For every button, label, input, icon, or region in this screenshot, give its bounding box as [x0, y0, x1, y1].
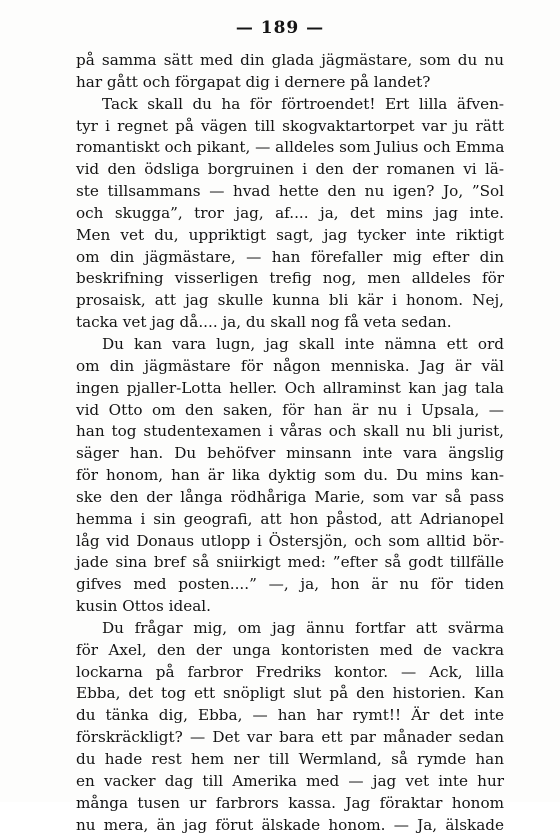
- text-line: ingen pjaller-Lotta heller. Och allraminst kan jag tala: [76, 378, 504, 397]
- text-line: en vacker dag till Amerika med — jag vet inte hur: [76, 771, 504, 790]
- body-text: [76, 50, 504, 836]
- text-line: Men vet du, uppriktigt sagt, jag tycker inte riktigt: [76, 225, 504, 244]
- page-number: — 189 —: [235, 18, 325, 38]
- text-line: ske den der långa rödhåriga Marie, som var så pass: [76, 487, 504, 506]
- text-line: prosaisk, att jag skulle kunna bli kär i honom. Nej,: [76, 291, 504, 310]
- text-line: romantiskt och pikant, — alldeles som Julius och Emma: [76, 138, 505, 157]
- text-line: tacka vet jag då.... ja, du skall nog få veta sedan.: [76, 313, 452, 332]
- text-line: om din jägmästare för någon menniska. Jag är väl: [76, 356, 504, 375]
- text-line: hemma i sin geografi, att hon påstod, att Adrianopel: [76, 509, 504, 528]
- text-line: för Axel, den der unga kontoristen med de vackra: [76, 640, 504, 659]
- text-line: jade sina bref så sniirkigt med: ”efter så godt tillfälle: [76, 553, 504, 572]
- text-line: ste tillsammans — hvad hette den nu igen? Jo, ”Sol: [76, 182, 504, 201]
- text-line: många tusen ur farbrors kassa. Jag föraktar honom: [76, 793, 504, 812]
- text-line: och skugga”, tror jag, af.... ja, det mins jag inte.: [76, 203, 504, 222]
- text-line: Tack skall du ha för förtroendet! Ert lilla äfven-: [102, 94, 504, 113]
- text-line: lockarna på farbror Fredriks kontor. — Ack, lilla: [76, 662, 504, 681]
- text-line: låg vid Donaus utlopp i Östersjön, och som alltid bör-: [76, 531, 504, 550]
- text-line: du hade rest hem ner till Wermland, så rymde han: [76, 750, 504, 768]
- text-line: Ebba, det tog ett snöpligt slut på den historien. Kan: [76, 684, 504, 703]
- text-line: han tog studentexamen i våras och skall nu bli jurist,: [76, 422, 504, 441]
- text-line: gifves med posten....” —, ja, hon är nu för tiden: [76, 575, 504, 594]
- text-line: beskrifning visserligen trefig nog, men alldeles för: [76, 269, 504, 288]
- text-line: på samma sätt med din glada jägmästare, som du nu: [76, 51, 504, 69]
- text-line: vid den ödsliga borgruinen i den der romanen vi lä-: [76, 160, 504, 179]
- text-line: vid Otto om den saken, för han är nu i Upsala, —: [76, 400, 504, 419]
- text-line: tyr i regnet på vägen till skogvaktartorpet var ju rätt: [76, 116, 504, 135]
- text-line: säger han. Du behöfver minsann inte vara ängslig: [76, 444, 504, 463]
- text-line: har gått och förgapat dig i dernere på landet?: [76, 72, 431, 91]
- text-line: Du frågar mig, om jag ännu fortfar att svärma: [102, 618, 504, 637]
- text-line: för honom, han är lika dyktig som du. Du mins kan-: [76, 466, 504, 485]
- text-line: nu mera, än jag förut älskade honom. — Ja, älskade: [76, 815, 504, 834]
- text-line: kusin Ottos ideal.: [76, 597, 211, 616]
- text-line: du tänka dig, Ebba, — han har rymt!! Är det inte: [76, 706, 504, 725]
- text-line: Du kan vara lugn, jag skall inte nämna ett ord: [102, 334, 504, 353]
- text-line: om din jägmästare, — han förefaller mig efter din: [76, 247, 504, 266]
- text-line: förskräckligt? — Det var bara ett par månader sedan: [76, 728, 504, 747]
